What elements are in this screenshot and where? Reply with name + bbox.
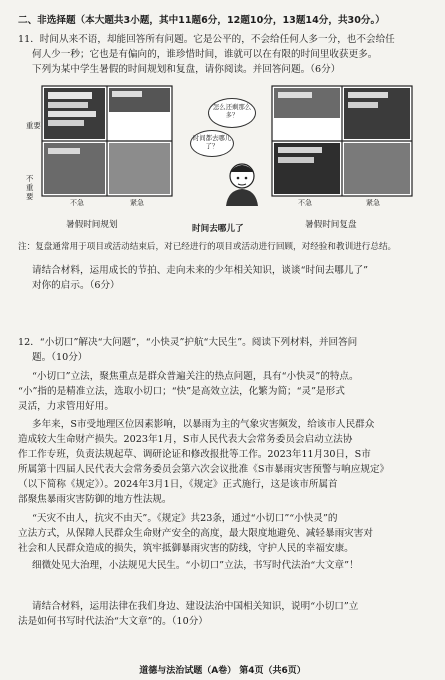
q12-line-12: “天灾不由人，抗灾不由天”。《规定》共23条，通过“小切口”“小快灵”的 [32, 513, 338, 524]
q12-line-14: 社会和人民群众造成的损失，筑牢抵御暴雨灾害的防线，守护人民的幸福安康。 [18, 543, 354, 554]
cartoon-title: 时间去哪儿了 [192, 224, 244, 234]
speech-bubble-2: 时间都去哪儿了？ [190, 130, 234, 157]
review-x-label-urgent: 紧急 [366, 199, 380, 207]
plan-chart-caption: 暑假时间规划 [66, 220, 118, 230]
review-chart-caption: 暑假时间复盘 [305, 220, 357, 230]
q12-line-4: “小”指的是精准立法，选取小切口；“快”是高效立法，化繁为简；“灵”是形式 [18, 386, 345, 397]
y-label-important: 重要 [26, 121, 41, 130]
q12-line-5: 灵活，力求管用好用。 [18, 401, 114, 412]
q11-line-3: 下列为某中学生暑假的时间规划和复盘，请你阅读。并回答问题。（6分） [32, 64, 341, 75]
section-heading: 二、非选择题（本大题共3小题，其中11题6分，12题10分，13题14分，共30分。） [18, 15, 385, 26]
x-label-urgent: 紧急 [130, 199, 144, 207]
q12-line-17: 法是如何书写时代法治“大文章”的。（10分） [18, 616, 208, 627]
q12-line-13: 立法方式，从保障人民群众生命财产安全的高度，最大限度地避免、减轻暴雨灾害对 [18, 528, 373, 539]
q12-line-2: 题。（10分） [32, 352, 88, 363]
q12-line-9: 所属第十四届人民代表大会常务委员会第六次会议批准《S市暴雨灾害预警与响应规定》 [18, 464, 390, 475]
q12-line-6: 多年来，S市受地理区位因素影响，以暴雨为主的气象灾害频发，给该市人民群众 [32, 419, 375, 430]
q12-line-1: 12．“小切口”解决“大问题”，“小快灵”护航“大民生”。阅读下列材料，并回答问 [18, 337, 358, 348]
q12-line-11: 部聚焦暴雨灾害防御的地方性法规。 [18, 494, 172, 505]
speech-bubble-1: 怎么还剩那么多？ [208, 98, 256, 128]
plan-quadrant-grid [26, 82, 176, 204]
review-quadrant-grid [268, 82, 418, 204]
q11-note: 注：复盘通常用于项目或活动结束后，对已经进行的项目或活动进行回顾，对经验和教训进行总结。 [18, 242, 397, 252]
q12-line-7: 造成较大生命财产损失。2023年1月，S市人民代表大会常务委员会启动立法协 [18, 434, 353, 445]
q12-line-3: “小切口”立法，聚焦重点是群众普遍关注的热点问题，具有“小快灵”的特点。 [32, 371, 359, 382]
y-label-unimportant: 不重要 [26, 174, 34, 201]
review-quadrant-chart [268, 82, 418, 214]
q11-line-2: 何人少一秒；它也是有偏向的，谁珍惜时间，谁就可以在有限的时间里收获更多。 [32, 49, 378, 60]
q12-line-15: 细微处见大治理，小法规见大民生。“小切口”立法，书写时代法治“大文章”！ [32, 560, 359, 571]
plan-quadrant-chart [26, 82, 176, 214]
q11-line-1: 11．时间从来不语，却能回答所有问题。它是公平的，不会给任何人多一分，也不会给任 [18, 34, 395, 45]
cartoon-student [188, 98, 266, 208]
q12-line-16: 请结合材料，运用法律在我们身边、建设法治中国相关知识，说明“小切口”立 [32, 601, 359, 612]
q12-line-8: 作工作专班，负责法规起草、调研论证和修改报批等工作。2023年11月30日，S市 [18, 449, 371, 460]
page-footer: 道德与法治试题（A卷） 第4页（共6页） [139, 666, 306, 676]
q11-task-1: 请结合材料，运用成长的节拍、走向未来的少年相关知识，谈谈“时间去哪儿了” [32, 265, 368, 276]
q11-task-2: 对你的启示。（6分） [32, 280, 120, 291]
review-x-label-not-urgent: 不急 [298, 199, 312, 207]
x-label-not-urgent: 不急 [70, 199, 84, 207]
q12-line-10: （以下简称《规定》）。2024年3月1日，《规定》正式施行，这是该市所属首 [18, 479, 338, 490]
